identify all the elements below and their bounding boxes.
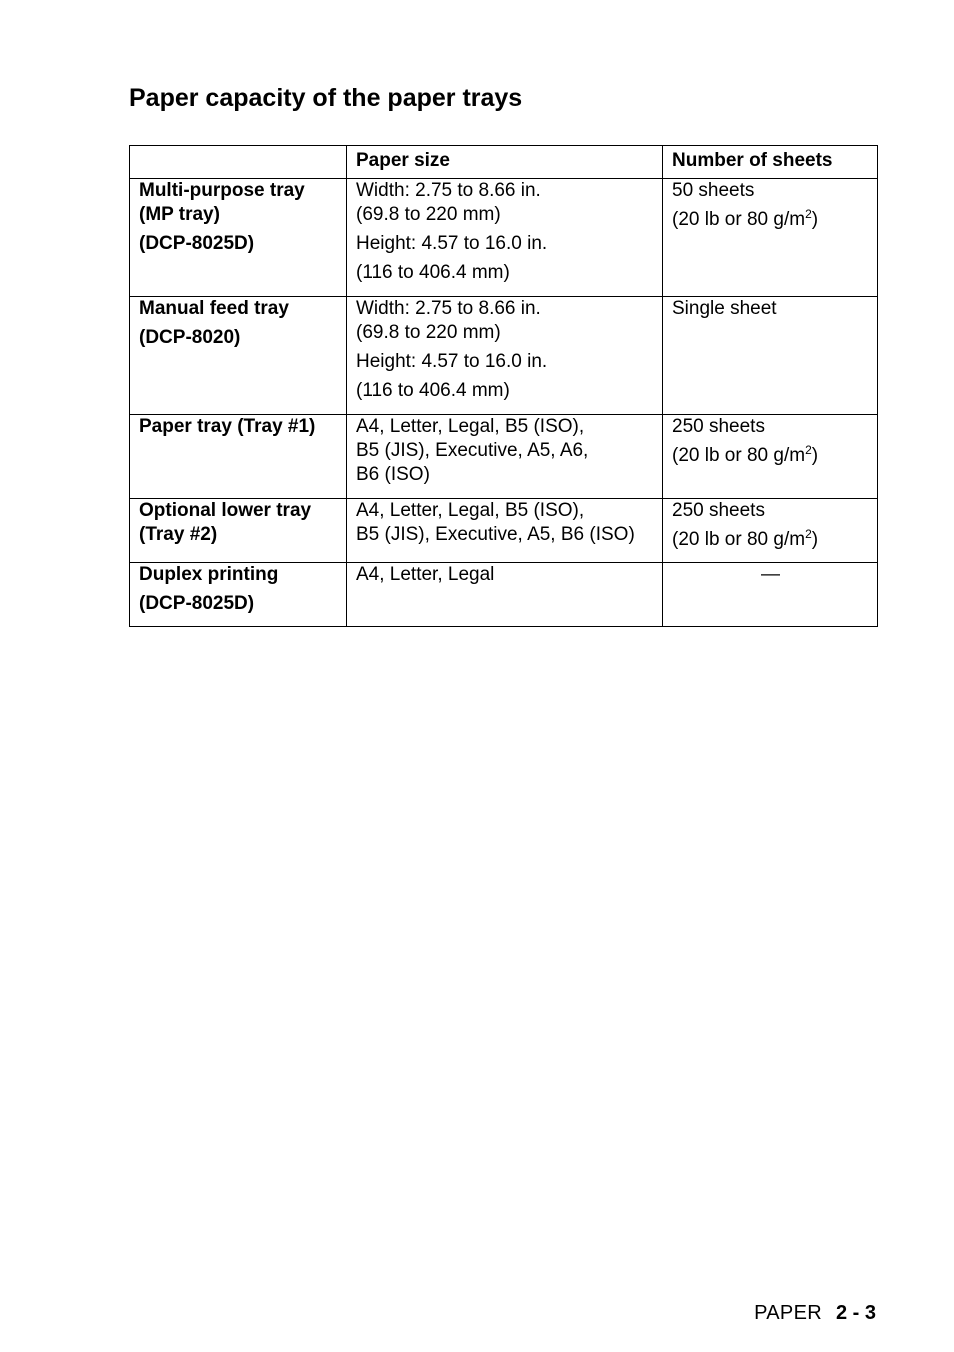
sheets-count: — <box>761 564 780 585</box>
size-line: A4, Letter, Legal, B5 (ISO), <box>356 500 585 521</box>
page-number: 2 - 3 <box>835 1302 876 1324</box>
size-line: B5 (JIS), Executive, A5, A6, <box>356 440 589 461</box>
sheets-count: 250 sheets <box>672 500 765 521</box>
size-line: Height: 4.57 to 16.0 in. <box>356 351 548 372</box>
size-line: Height: 4.57 to 16.0 in. <box>356 233 548 254</box>
table-row-tray1 <box>130 415 878 499</box>
size-line: A4, Letter, Legal <box>356 564 495 585</box>
header-empty <box>130 146 347 179</box>
tray-model: (DCP-8020) <box>139 327 241 348</box>
size-line: Width: 2.75 to 8.66 in. <box>356 298 541 319</box>
size-line: (69.8 to 220 mm) <box>356 204 501 225</box>
cell-tray <box>130 499 347 563</box>
cell-paper-size <box>347 297 663 415</box>
cell-sheets <box>663 297 878 415</box>
cell-sheets <box>663 563 878 627</box>
table-row-manual-feed <box>130 297 878 415</box>
tray-name: Duplex printing <box>139 564 279 585</box>
table-row-mp-tray <box>130 179 878 297</box>
size-line: B6 (ISO) <box>356 464 430 485</box>
cell-tray <box>130 297 347 415</box>
tray-abbrev: (Tray #2) <box>139 524 218 545</box>
tray-name: Multi-purpose tray <box>139 180 305 201</box>
cell-paper-size <box>347 179 663 297</box>
paper-weight: (20 lb or 80 $g/m^2$) <box>672 207 819 230</box>
header-number-of-sheets: Number of sheets <box>663 146 878 179</box>
cell-tray <box>130 415 347 499</box>
cell-sheets <box>663 415 878 499</box>
header-paper-size: Paper size <box>347 146 663 179</box>
table-header-row <box>130 146 878 179</box>
cell-paper-size <box>347 499 663 563</box>
size-line: A4, Letter, Legal, B5 (ISO), <box>356 416 585 437</box>
size-line: (116 to 406.4 mm) <box>356 380 510 401</box>
tray-abbrev: (MP tray) <box>139 204 220 225</box>
size-line: (116 to 406.4 mm) <box>356 262 510 283</box>
page-footer <box>754 1300 876 1326</box>
table-row-duplex <box>130 563 878 627</box>
tray-model: (DCP-8025D) <box>139 593 255 614</box>
cell-sheets <box>663 499 878 563</box>
cell-tray <box>130 563 347 627</box>
tray-name: Optional lower tray <box>139 500 312 521</box>
sheets-count: 250 sheets <box>672 416 765 437</box>
cell-paper-size <box>347 415 663 499</box>
sheets-count: Single sheet <box>672 298 777 319</box>
cell-tray <box>130 179 347 297</box>
sheets-count: 50 sheets <box>672 180 755 201</box>
cell-sheets <box>663 179 878 297</box>
tray-model: (DCP-8025D) <box>139 233 255 254</box>
paper-weight: (20 lb or 80 $g/m^2$) <box>672 443 819 466</box>
tray-name: Manual feed tray <box>139 298 289 319</box>
footer-section: PAPER <box>754 1302 822 1324</box>
cell-paper-size <box>347 563 663 627</box>
size-line: B5 (JIS), Executive, A5, B6 (ISO) <box>356 524 635 545</box>
table-row-tray2 <box>130 499 878 563</box>
paper-weight: (20 lb or 80 $g/m^2$) <box>672 527 819 550</box>
page-title: Paper capacity of the paper trays <box>129 84 523 112</box>
size-line: Width: 2.75 to 8.66 in. <box>356 180 541 201</box>
tray-name: Paper tray (Tray #1) <box>139 416 316 437</box>
paper-capacity-table <box>129 145 878 627</box>
size-line: (69.8 to 220 mm) <box>356 322 501 343</box>
